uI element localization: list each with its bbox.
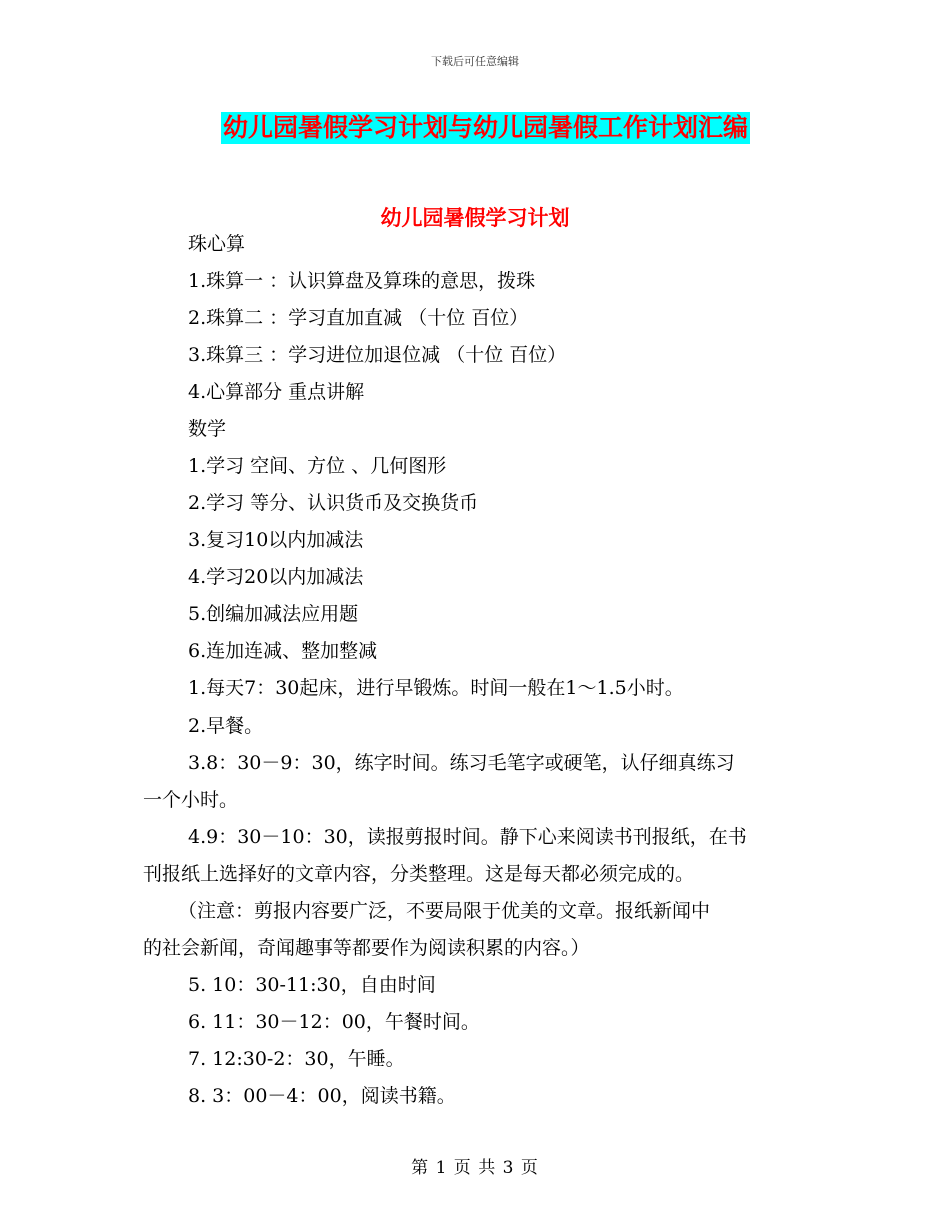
text-line: 3.珠算三 ：学习进位加退位减 （十位 百位） bbox=[188, 344, 567, 366]
document-title: 幼儿园暑假学习计划与幼儿园暑假工作计划汇编 bbox=[223, 113, 749, 142]
text-line: 2.珠算二 ：学习直加直减 （十位 百位） bbox=[188, 307, 529, 329]
text-line: （注意：剪报内容要广泛，不要局限于优美的文章。报纸新闻中 bbox=[178, 900, 711, 922]
text-line: 3.复习10以内加减法 bbox=[188, 529, 364, 551]
text-line: 3.8：30－9：30，练字时间。练习毛笔字或硬笔，认仔细真练习 bbox=[188, 752, 735, 774]
text-line: 2.早餐。 bbox=[188, 715, 264, 737]
section-title: 幼儿园暑假学习计划 bbox=[380, 205, 570, 230]
text-line: 1.珠算一 ：认识算盘及算珠的意思，拨珠 bbox=[188, 270, 536, 292]
text-line: 8. 3：00－4：00，阅读书籍。 bbox=[188, 1085, 456, 1107]
page-header: 下载后可任意编辑 bbox=[431, 55, 519, 68]
text-line: 数学 bbox=[188, 418, 227, 440]
text-line: 2.学习 等分、认识货币及交换货币 bbox=[188, 492, 479, 514]
text-line: 珠心算 bbox=[188, 233, 246, 255]
text-line: 刊报纸上选择好的文章内容，分类整理。这是每天都必须完成的。 bbox=[143, 863, 695, 885]
text-line: 5.创编加减法应用题 bbox=[188, 603, 359, 625]
text-line: 一个小时。 bbox=[143, 789, 239, 811]
text-line: 4.学习20以内加减法 bbox=[188, 566, 364, 588]
text-line: 5. 10：30-11:30，自由时间 bbox=[188, 974, 436, 996]
text-line: 的社会新闻，奇闻趣事等都要作为阅读积累的内容。） bbox=[143, 937, 590, 959]
text-line: 7. 12:30-2：30，午睡。 bbox=[188, 1048, 405, 1070]
text-line: 1.每天7：30起床，进行早锻炼。时间一般在1～1.5小时。 bbox=[188, 677, 684, 699]
text-line: 6.连加连减、整加整减 bbox=[188, 640, 378, 662]
text-line: 6. 11：30－12：00，午餐时间。 bbox=[188, 1011, 480, 1033]
text-line: 4.9：30－10：30，读报剪报时间。静下心来阅读书刊报纸，在书 bbox=[188, 826, 747, 848]
text-line: 4.心算部分 重点讲解 bbox=[188, 381, 365, 403]
page-footer: 第 1 页 共 3 页 bbox=[411, 1158, 539, 1178]
text-line: 1.学习 空间、方位 、几何图形 bbox=[188, 455, 447, 477]
